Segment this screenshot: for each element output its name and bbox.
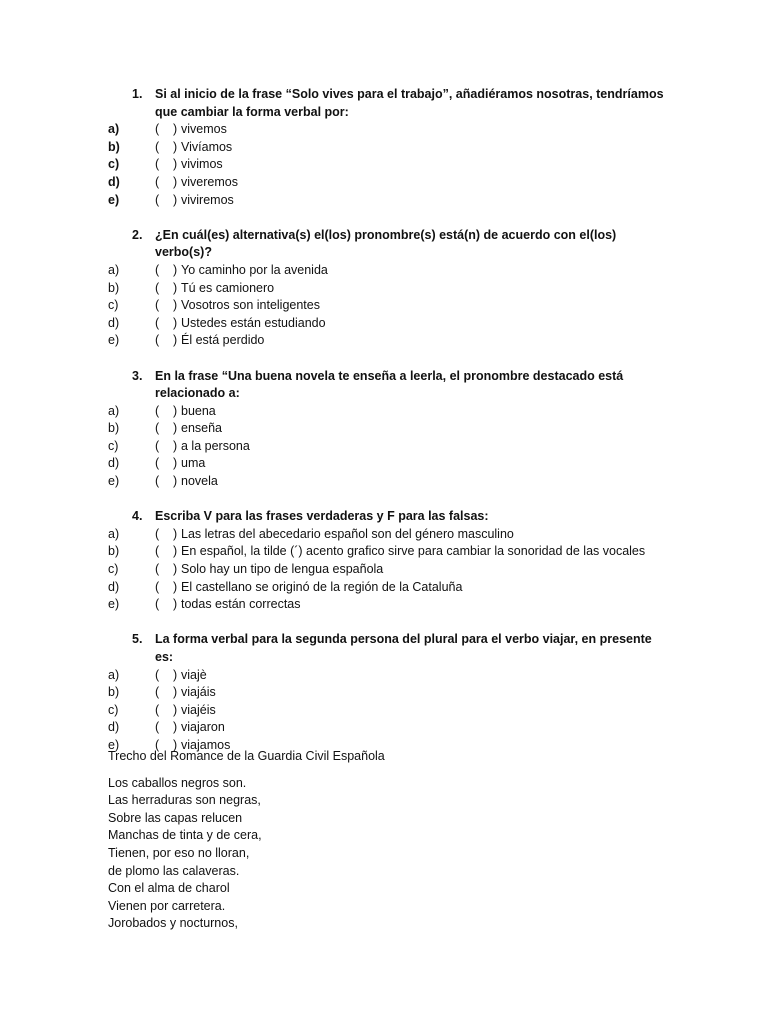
answer-blank: ( ) — [155, 122, 178, 137]
option-letter: d) — [108, 579, 120, 594]
option-text: Él está perdido — [181, 333, 265, 348]
answer-option — [108, 332, 668, 350]
option-text: vivemos — [181, 122, 227, 137]
question-text-segment: que cambiar la forma verbal por: — [155, 104, 349, 119]
option-text: vivimos — [181, 157, 223, 172]
answer-option — [108, 139, 668, 157]
answer-option — [108, 262, 668, 280]
option-letter: c) — [108, 157, 120, 172]
answer-option — [108, 596, 668, 614]
quiz-section — [108, 86, 668, 772]
poem-line: Jorobados y nocturnos, — [108, 916, 238, 931]
option-letter: c) — [108, 438, 119, 453]
option-text: viajaron — [181, 720, 225, 735]
option-text: todas están correctas — [181, 597, 301, 612]
answer-option — [108, 719, 668, 737]
option-letter: d) — [108, 720, 120, 735]
answer-option — [108, 315, 668, 333]
option-text: Tú es camionero — [181, 280, 275, 295]
question-text — [155, 86, 668, 104]
answer-blank: ( ) — [155, 421, 178, 436]
poem-line: Manchas de tinta y de cera, — [108, 828, 262, 843]
answer-option — [108, 174, 668, 192]
option-letter: d) — [108, 174, 120, 189]
option-text: El castellano se originó de la región de la Cataluña — [181, 579, 463, 594]
answer-option — [108, 420, 668, 438]
question-text-segment: ¿En cuál(es) alternativa(s) el(los) pronombre(s) está(n) de acuerdo con el(los) verbo(s)? — [155, 227, 617, 260]
option-text: Ustedes están estudiando — [181, 315, 326, 330]
answer-blank: ( ) — [155, 685, 178, 700]
question-1 — [108, 86, 668, 209]
answer-blank: ( ) — [155, 562, 178, 577]
answer-option — [108, 280, 668, 298]
option-text: Vivíamos — [181, 139, 233, 154]
option-letter: e) — [108, 474, 120, 489]
answer-blank: ( ) — [155, 597, 178, 612]
answer-option — [108, 684, 668, 702]
poem-excerpt — [108, 748, 668, 933]
poem-line: de plomo las calaveras. — [108, 863, 240, 878]
question-4 — [108, 508, 668, 614]
option-text: viajamos — [181, 737, 231, 752]
answer-blank: ( ) — [155, 579, 178, 594]
question-text — [155, 227, 668, 262]
answer-option — [108, 561, 668, 579]
option-letter: a) — [108, 526, 120, 541]
excerpt-title: Trecho del Romance de la Guardia Civil Española — [108, 749, 385, 763]
option-letter: c) — [108, 298, 119, 313]
question-5 — [108, 631, 668, 754]
option-text: Yo caminho por la avenida — [181, 262, 328, 277]
poem-body — [108, 775, 668, 933]
question-text — [155, 368, 668, 386]
option-letter: c) — [108, 562, 119, 577]
option-text: a la persona — [181, 438, 250, 453]
question-emphasis: nosotras — [536, 87, 590, 101]
answer-blank: ( ) — [155, 474, 178, 489]
answer-blank: ( ) — [155, 720, 178, 735]
option-text: viajéis — [181, 702, 216, 717]
poem-line: Tienen, por eso no lloran, — [108, 845, 250, 860]
option-letter: c) — [108, 702, 119, 717]
answer-blank: ( ) — [155, 403, 178, 418]
answer-blank: ( ) — [155, 333, 178, 348]
option-letter: e) — [108, 737, 120, 752]
option-text: Vosotros son inteligentes — [181, 298, 320, 313]
option-letter: e) — [108, 192, 120, 207]
answer-blank: ( ) — [155, 192, 178, 207]
option-text: novela — [181, 474, 218, 489]
option-text: Las letras del abecedario español son del género masculino — [181, 526, 514, 541]
answer-option — [108, 579, 668, 597]
answer-blank: ( ) — [155, 298, 178, 313]
answer-option — [108, 543, 668, 561]
answer-option — [108, 192, 668, 210]
poem-line: Sobre las capas relucen — [108, 810, 243, 825]
option-letter: a) — [108, 262, 120, 277]
question-text-segment: Si al inicio de la frase “Solo vives para el trabajo”, añadiéramos — [155, 87, 537, 101]
question-line — [108, 104, 668, 122]
option-letter: b) — [108, 544, 120, 559]
option-text: viajáis — [181, 685, 216, 700]
answer-blank: ( ) — [155, 544, 178, 559]
option-letter: a) — [108, 403, 120, 418]
option-letter: a) — [108, 122, 120, 137]
poem-line: Los caballos negros son. — [108, 775, 247, 790]
answer-blank: ( ) — [155, 438, 178, 453]
option-text: uma — [181, 456, 206, 471]
answer-option — [108, 667, 668, 685]
answer-option — [108, 455, 668, 473]
option-text: Solo hay un tipo de lengua española — [181, 562, 384, 577]
option-letter: d) — [108, 456, 120, 471]
answer-option — [108, 121, 668, 139]
question-text — [155, 385, 668, 403]
option-text: buena — [181, 403, 216, 418]
answer-blank: ( ) — [155, 280, 178, 295]
option-letter: e) — [108, 597, 120, 612]
question-line — [108, 368, 668, 386]
answer-option — [108, 526, 668, 544]
question-number: 2. — [132, 227, 143, 242]
question-text-segment: En la frase “Una buena novela te enseña a leerla, el pronombre destacado está — [155, 368, 624, 383]
answer-option — [108, 156, 668, 174]
question-number: 5. — [132, 632, 143, 647]
question-text — [155, 104, 668, 122]
option-letter: b) — [108, 685, 120, 700]
option-letter: d) — [108, 315, 120, 330]
question-number — [108, 104, 155, 122]
option-text: viveremos — [181, 174, 238, 189]
option-text: En español, la tilde (´) acento grafico sirve para cambiar la sonoridad de las vocales — [181, 544, 646, 559]
answer-blank: ( ) — [155, 139, 178, 154]
question-text-segment: La forma verbal para la segunda persona del plural para el verbo viajar, en presente es: — [155, 632, 652, 664]
question-2 — [108, 227, 668, 350]
question-text-segment: , tendríamos — [589, 87, 664, 101]
option-text: viviremos — [181, 192, 234, 207]
question-number: 1. — [132, 87, 143, 101]
answer-blank: ( ) — [155, 262, 178, 277]
answer-option — [108, 702, 668, 720]
option-letter: b) — [108, 139, 120, 154]
question-number: 4. — [132, 509, 143, 524]
question-text-segment: Escriba V para las frases verdaderas y F para las falsas: — [155, 509, 489, 524]
question-line — [108, 385, 668, 403]
option-text: viajè — [181, 667, 207, 682]
answer-option — [108, 438, 668, 456]
question-number — [108, 385, 155, 403]
question-3 — [108, 368, 668, 491]
option-letter: a) — [108, 667, 120, 682]
option-text: enseña — [181, 421, 223, 436]
question-line — [108, 86, 668, 104]
question-number: 3. — [132, 368, 143, 383]
answer-option — [108, 473, 668, 491]
answer-blank: ( ) — [155, 526, 178, 541]
answer-option — [108, 297, 668, 315]
answer-blank: ( ) — [155, 667, 178, 682]
poem-line: Las herraduras son negras, — [108, 793, 261, 808]
answer-blank: ( ) — [155, 315, 178, 330]
poem-line: Con el alma de charol — [108, 881, 230, 896]
option-letter: b) — [108, 421, 120, 436]
question-line — [108, 631, 668, 666]
poem-line: Vienen por carretera. — [108, 898, 226, 913]
question-line — [108, 508, 668, 526]
question-text-segment: relacionado a: — [155, 386, 240, 401]
option-letter: b) — [108, 280, 120, 295]
question-text — [155, 508, 668, 526]
question-text — [155, 631, 668, 666]
option-letter: e) — [108, 333, 120, 348]
answer-blank: ( ) — [155, 456, 178, 471]
answer-blank: ( ) — [155, 702, 178, 717]
answer-blank: ( ) — [155, 174, 178, 189]
answer-option — [108, 403, 668, 421]
answer-blank: ( ) — [155, 157, 178, 172]
question-line — [108, 227, 668, 262]
answer-blank: ( ) — [155, 737, 178, 752]
